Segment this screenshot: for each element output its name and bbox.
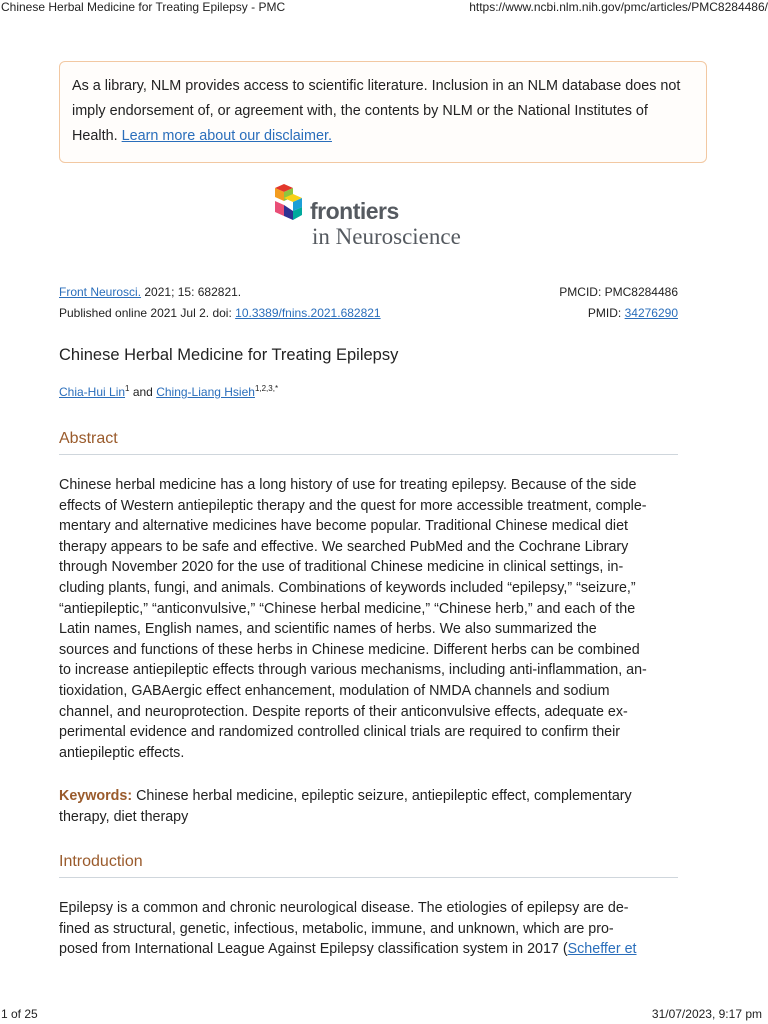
intro-line-3: posed from International League Against Epilepsy classification system in 2017 (	[59, 941, 568, 958]
author-link-2[interactable]: Ching-Liang Hsieh	[156, 385, 255, 399]
introduction-text	[59, 898, 681, 960]
print-datetime: 31/07/2023, 9:17 pm	[651, 1007, 762, 1021]
doi-link[interactable]: 10.3389/fnins.2021.682821	[235, 306, 381, 320]
author-link-1[interactable]: Chia-Hui Lin	[59, 385, 126, 399]
abstract-line: tioxidation, GABAergic effect enhancement, modulation of NMDA channels and sodium	[59, 682, 610, 699]
abstract-text	[59, 475, 681, 763]
print-header	[0, 0, 768, 18]
abstract-line: mentary and alternative medicines have become popular. Traditional Chinese medical diet	[59, 518, 629, 535]
journal-link[interactable]: Front Neurosci.	[59, 285, 142, 299]
author-affil-1: 1	[125, 384, 130, 393]
article-title: Chinese Herbal Medicine for Treating Epilepsy	[59, 346, 399, 364]
abstract-line: cluding plants, fungi, and animals. Combinations of keywords included “epilepsy,” “seizure,”	[59, 579, 636, 596]
citation-right	[559, 282, 678, 324]
disclaimer-link[interactable]: Learn more about our disclaimer.	[121, 128, 332, 144]
journal-logo[interactable]	[270, 182, 510, 252]
keywords-block	[59, 786, 681, 827]
page-url: https://www.ncbi.nlm.nih.gov/pmc/articles/PMC8284486/	[469, 0, 768, 14]
pmid-link[interactable]: 34276290	[624, 306, 678, 320]
pmcid-text: PMCID: PMC8284486	[559, 285, 678, 299]
disclaimer-box	[59, 61, 707, 163]
citation-left	[59, 282, 381, 324]
intro-line-1: Epilepsy is a common and chronic neurological disease. The etiologies of epilepsy are de-	[59, 900, 629, 916]
abstract-line: sources and functions of these herbs in Chinese medicine. Different herbs can be combined	[59, 641, 640, 658]
keywords-line-1: Chinese herbal medicine, epileptic seizure, antiepileptic effect, complementary	[136, 788, 632, 804]
pmid-label: PMID:	[587, 306, 622, 320]
disclaimer-text: As a library, NLM provides access to scientific literature. Inclusion in an NLM database does not imply endorsement of, or agreement with, the contents by NLM or the National Institutes of Health.	[72, 78, 681, 144]
keywords-label: Keywords:	[59, 788, 133, 804]
print-footer	[0, 1006, 768, 1024]
abstract-line: perimental evidence and randomized controlled clinical trials are required to confirm their	[59, 724, 621, 741]
author-separator: and	[132, 385, 153, 399]
page-count: 1 of 25	[1, 1007, 38, 1021]
frontiers-cube-icon	[272, 184, 308, 230]
author-affil-2: 1,2,3,*	[254, 384, 279, 393]
logo-word-subtitle: in Neuroscience	[312, 224, 461, 249]
abstract-line: “antiepileptic,” “anticonvulsive,” “Chinese herbal medicine,” “Chinese herb,” and each of the	[59, 600, 636, 617]
abstract-line: effects of Western antiepileptic therapy and the quest for more accessible treatment, comple-	[59, 497, 647, 514]
keywords-line-2: therapy, diet therapy	[59, 808, 189, 825]
abstract-line: therapy appears to be safe and effective. We searched PubMed and the Cochrane Library	[59, 538, 629, 555]
abstract-line: through November 2020 for the use of traditional Chinese medicine in clinical settings, in-	[59, 559, 624, 576]
abstract-line: Latin names, English names, and scientific names of herbs. We also summarized the	[59, 621, 597, 638]
intro-line-2: fined as structural, genetic, infectious, metabolic, immune, and unknown, which are pro-	[59, 920, 614, 937]
introduction-heading: Introduction	[59, 853, 678, 878]
logo-word-frontiers: frontiers	[310, 198, 399, 224]
abstract-line: antiepileptic effects.	[59, 744, 185, 761]
abstract-line: to increase antiepileptic effects through various mechanisms, including anti-inflammation, an-	[59, 662, 647, 679]
abstract-line: Chinese herbal medicine has a long history of use for treating epilepsy. Because of the side	[59, 477, 637, 493]
reference-link[interactable]: Scheffer et	[567, 941, 637, 958]
abstract-heading: Abstract	[59, 430, 678, 455]
page-title-header: Chinese Herbal Medicine for Treating Epilepsy - PMC	[1, 0, 286, 14]
published-text: Published online 2021 Jul 2. doi:	[59, 306, 232, 320]
author-list	[59, 384, 278, 399]
abstract-line: channel, and neuroprotection. Despite reports of their anticonvulsive effects, adequate ex-	[59, 703, 628, 720]
journal-info: 2021; 15: 682821.	[144, 285, 242, 299]
